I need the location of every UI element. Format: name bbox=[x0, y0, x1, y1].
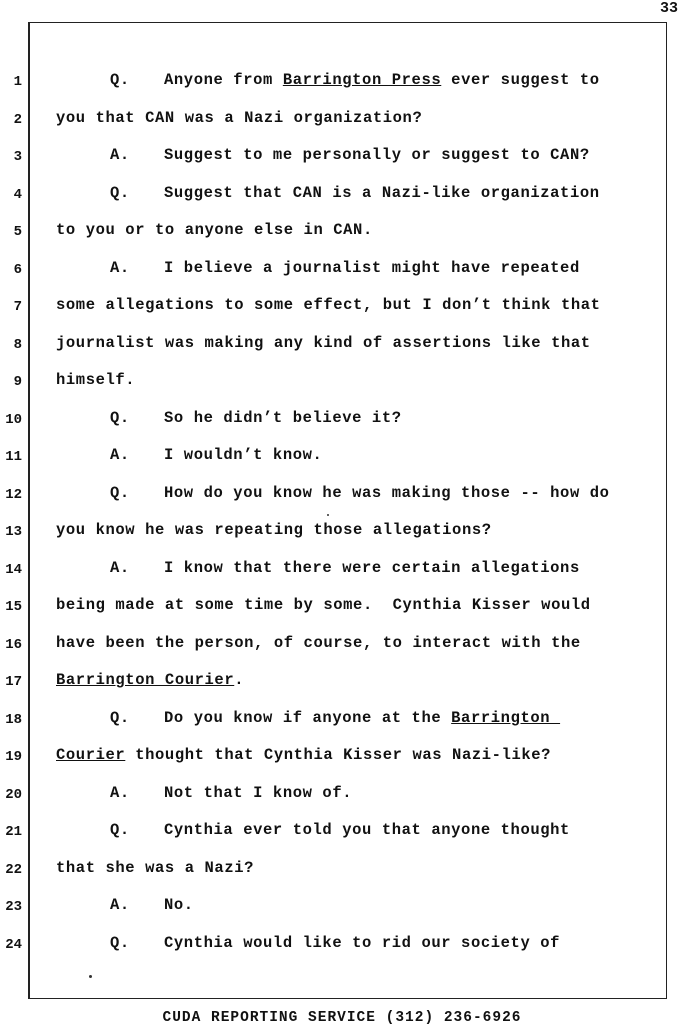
line-text bbox=[110, 934, 560, 952]
question-label: Q. bbox=[110, 183, 130, 202]
line-text bbox=[110, 146, 590, 164]
transcript-line bbox=[0, 253, 684, 290]
line-text bbox=[110, 784, 352, 802]
line-segment: some allegations to some effect, but I don’t think that bbox=[56, 296, 601, 314]
line-segment: Anyone from bbox=[164, 71, 283, 89]
answer-label: A. bbox=[110, 258, 130, 277]
line-number: 16 bbox=[5, 636, 22, 653]
question-label: Q. bbox=[110, 71, 130, 89]
transcript-line bbox=[0, 703, 684, 740]
line-number: 5 bbox=[13, 224, 22, 240]
line-text bbox=[110, 709, 560, 727]
transcript-line bbox=[0, 290, 684, 327]
line-text bbox=[110, 484, 610, 502]
transcript-line bbox=[0, 778, 684, 815]
underlined-title: Barrington Press bbox=[282, 71, 442, 89]
line-number: 4 bbox=[13, 186, 22, 203]
line-segment: How do you know he was making those -- how do bbox=[164, 483, 610, 502]
transcript-line bbox=[0, 928, 684, 965]
line-number: 11 bbox=[5, 449, 22, 465]
line-text bbox=[110, 896, 194, 914]
line-segment: So he didn’t believe it? bbox=[164, 408, 402, 427]
transcript-line bbox=[0, 890, 684, 927]
line-segment: Not that I know of. bbox=[164, 783, 353, 802]
line-text bbox=[56, 334, 591, 352]
line-number: 3 bbox=[13, 149, 22, 165]
transcript-line bbox=[0, 665, 684, 702]
line-segment: Cynthia ever told you that anyone thought bbox=[164, 821, 570, 839]
answer-label: A. bbox=[110, 446, 130, 464]
line-text bbox=[110, 446, 322, 464]
line-number: 22 bbox=[5, 861, 22, 878]
question-label: Q. bbox=[110, 408, 130, 427]
line-number: 24 bbox=[5, 936, 22, 953]
line-segment: that she was a Nazi? bbox=[56, 858, 255, 877]
transcript-line bbox=[0, 478, 684, 515]
transcript-line bbox=[0, 628, 684, 665]
line-text bbox=[110, 821, 570, 839]
line-text bbox=[56, 221, 373, 239]
question-label: Q. bbox=[110, 933, 130, 952]
line-text bbox=[110, 71, 600, 89]
line-text bbox=[110, 184, 600, 202]
line-segment: to you or to anyone else in CAN. bbox=[56, 221, 373, 239]
transcript-line bbox=[0, 140, 684, 177]
transcript-line bbox=[0, 440, 684, 477]
line-text bbox=[56, 109, 422, 127]
line-text bbox=[110, 559, 580, 577]
underlined-title: Courier bbox=[56, 746, 126, 764]
line-segment: Suggest that CAN is a Nazi-like organization bbox=[164, 183, 600, 202]
line-segment: journalist was making any kind of assertions like that bbox=[56, 333, 591, 352]
line-text bbox=[56, 596, 591, 614]
line-number: 12 bbox=[5, 486, 22, 503]
transcript-line bbox=[0, 403, 684, 440]
answer-label: A. bbox=[110, 783, 130, 802]
line-segment: have been the person, of course, to interact with the bbox=[56, 633, 581, 652]
line-number: 23 bbox=[5, 899, 22, 915]
transcript-line bbox=[0, 815, 684, 852]
transcript-line bbox=[0, 515, 684, 552]
line-segment: Suggest to me personally or suggest to CAN? bbox=[164, 146, 590, 164]
line-segment: you know he was repeating those allegations? bbox=[56, 521, 492, 539]
answer-label: A. bbox=[110, 896, 130, 914]
line-text bbox=[110, 259, 580, 277]
transcript-line bbox=[0, 553, 684, 590]
transcript-line bbox=[0, 215, 684, 252]
line-text bbox=[56, 859, 254, 877]
transcript-line bbox=[0, 65, 684, 102]
line-segment: ever suggest to bbox=[441, 71, 600, 89]
line-segment: himself. bbox=[56, 371, 136, 389]
line-segment: I believe a journalist might have repeated bbox=[164, 258, 580, 277]
transcript-line bbox=[0, 365, 684, 402]
page-number: 33 bbox=[659, 0, 678, 17]
question-label: Q. bbox=[110, 708, 130, 727]
line-text bbox=[56, 634, 581, 652]
line-number: 18 bbox=[5, 711, 22, 728]
answer-label: A. bbox=[110, 558, 130, 577]
line-number: 1 bbox=[13, 74, 22, 90]
line-segment: I wouldn’t know. bbox=[164, 446, 323, 464]
transcript-line bbox=[0, 328, 684, 365]
line-number: 20 bbox=[5, 786, 22, 803]
line-segment: Cynthia would like to rid our society of bbox=[164, 933, 561, 952]
line-number: 17 bbox=[5, 674, 22, 690]
scan-speck bbox=[89, 975, 92, 978]
scan-speck bbox=[327, 514, 329, 516]
question-label: Q. bbox=[110, 483, 130, 502]
question-label: Q. bbox=[110, 821, 130, 839]
line-segment: . bbox=[234, 671, 245, 689]
line-segment: No. bbox=[164, 896, 194, 914]
line-text bbox=[56, 521, 492, 539]
line-segment: thought that Cynthia Kisser was Nazi-like? bbox=[125, 746, 552, 764]
answer-label: A. bbox=[110, 146, 130, 164]
line-number: 15 bbox=[5, 599, 22, 615]
line-number: 13 bbox=[5, 524, 22, 540]
line-number: 9 bbox=[13, 374, 22, 390]
line-text bbox=[56, 671, 244, 689]
line-segment: Do you know if anyone at the bbox=[164, 708, 452, 727]
footer-reporting-service: CUDA REPORTING SERVICE (312) 236-6926 bbox=[162, 1010, 522, 1026]
line-text bbox=[56, 746, 551, 764]
line-segment: you that CAN was a Nazi organization? bbox=[56, 108, 423, 127]
line-segment: I know that there were certain allegations bbox=[164, 558, 580, 577]
line-text bbox=[110, 409, 402, 427]
transcript-line bbox=[0, 590, 684, 627]
line-number: 6 bbox=[13, 261, 22, 278]
transcript-line bbox=[0, 178, 684, 215]
line-number: 8 bbox=[13, 336, 22, 353]
transcript-line bbox=[0, 103, 684, 140]
line-number: 10 bbox=[5, 411, 22, 428]
line-number: 19 bbox=[5, 749, 22, 765]
underlined-title: Barrington Courier bbox=[56, 671, 235, 689]
line-number: 2 bbox=[13, 111, 22, 128]
line-segment: being made at some time by some. Cynthia Kisser would bbox=[56, 596, 591, 614]
line-text bbox=[56, 371, 135, 389]
underlined-title: Barrington bbox=[451, 708, 561, 727]
transcript-line bbox=[0, 853, 684, 890]
line-number: 14 bbox=[5, 561, 22, 578]
line-number: 21 bbox=[5, 824, 22, 840]
line-number: 7 bbox=[13, 299, 22, 315]
transcript-line bbox=[0, 740, 684, 777]
line-text bbox=[56, 296, 601, 314]
